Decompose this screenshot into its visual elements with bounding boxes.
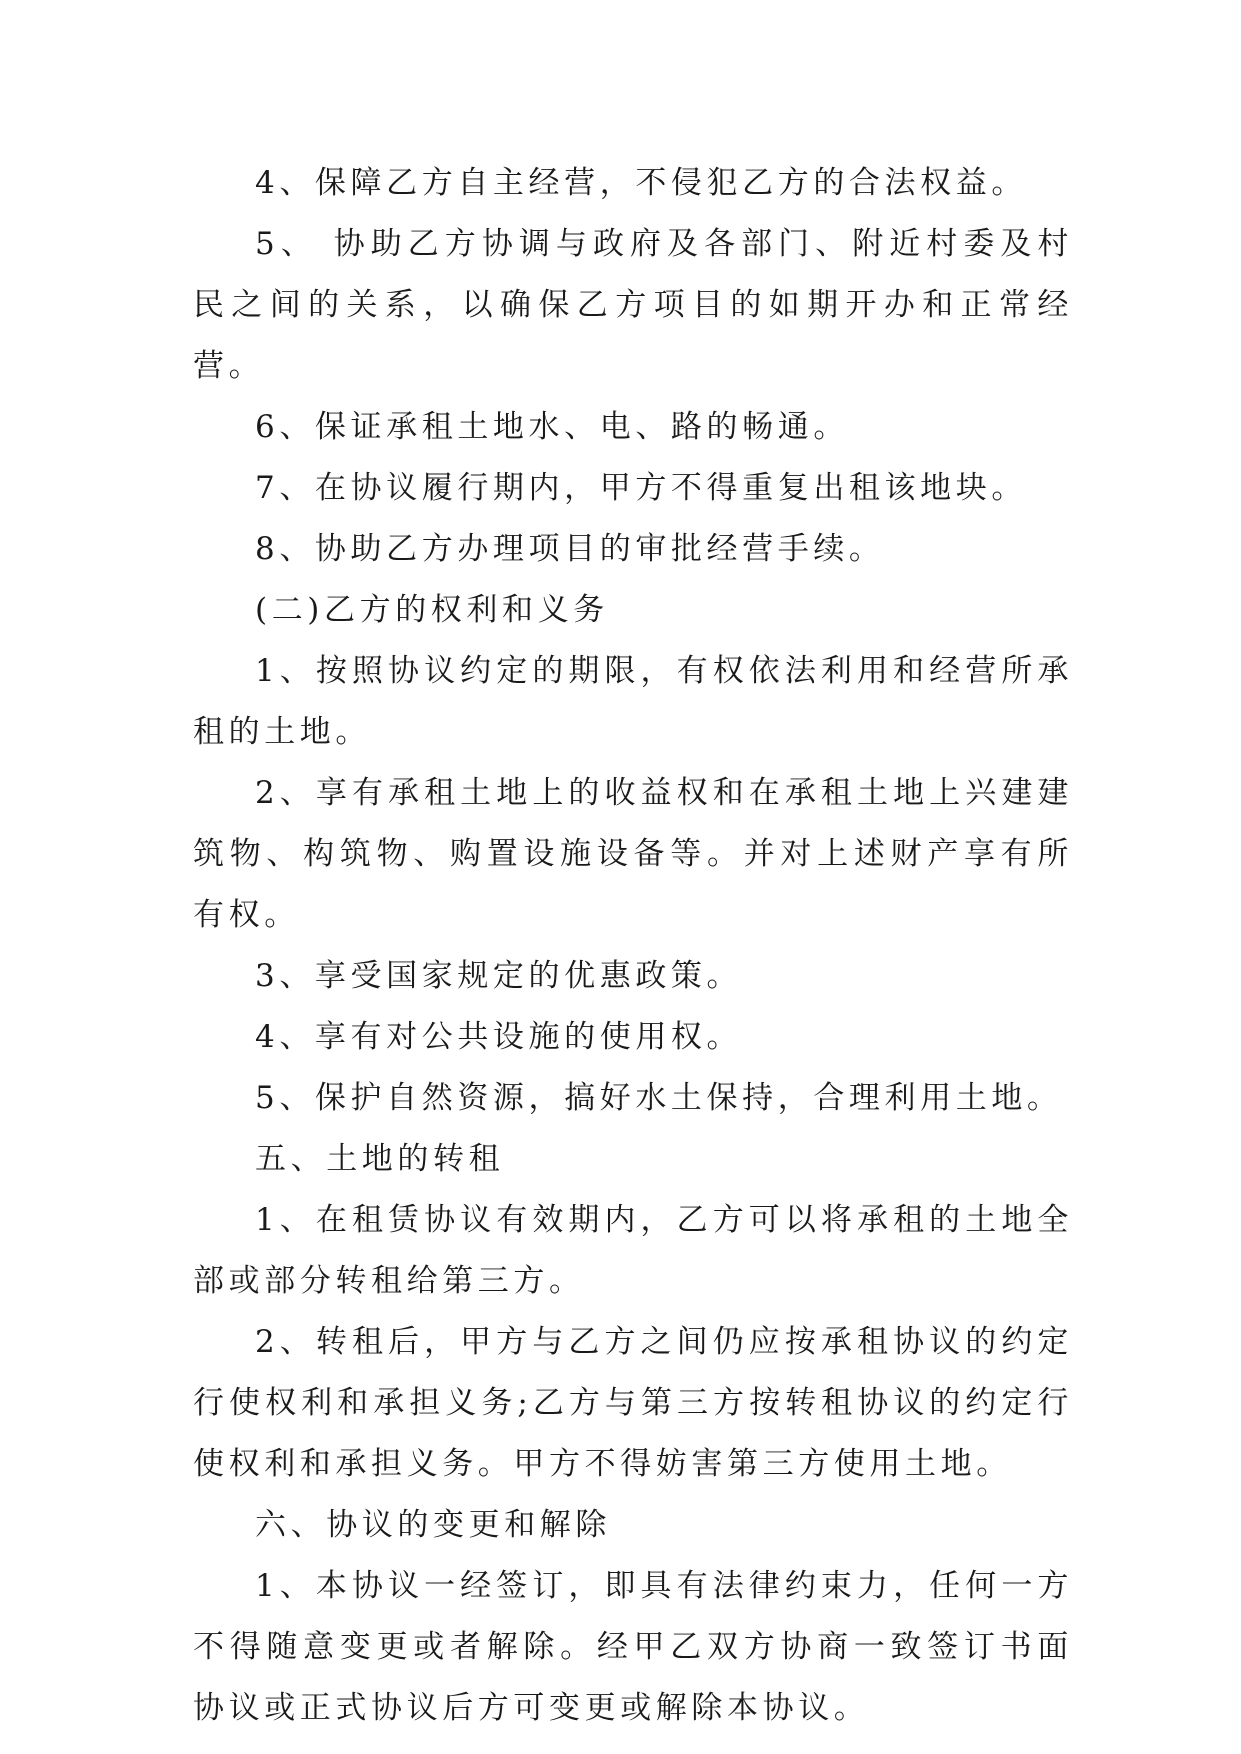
- paragraph-sublease-item-1: 1、在租赁协议有效期内，乙方可以将承租的土地全部或部分转租给第三方。: [193, 1202, 1073, 1299]
- paragraph-party-b-item-3: 3、享受国家规定的优惠政策。: [255, 958, 743, 994]
- paragraph-party-b-item-1: 1、按照协议约定的期限，有权依法利用和经营所承租的土地。: [193, 653, 1073, 750]
- paragraph-party-a-item-5: 5、 协助乙方协调与政府及各部门、附近村委及村民之间的关系，以确保乙方项目的如期开办和正常经营。: [193, 226, 1073, 384]
- section-heading-amendment: 六、协议的变更和解除: [255, 1507, 611, 1543]
- paragraph-party-b-item-5: 5、保护自然资源，搞好水土保持，合理利用土地。: [255, 1080, 1063, 1116]
- document-body: [193, 153, 1073, 1739]
- paragraph-party-a-item-8: 8、协助乙方办理项目的审批经营手续。: [255, 531, 885, 567]
- paragraph-amendment-item-1: 1、本协议一经签订，即具有法律约束力，任何一方不得随意变更或者解除。经甲乙双方协商一致签订书面协议或正式协议后方可变更或解除本协议。: [193, 1568, 1073, 1726]
- section-heading-party-b-rights: (二)乙方的权利和义务: [255, 592, 609, 628]
- section-heading-sublease: 五、土地的转租: [255, 1141, 505, 1177]
- paragraph-sublease-item-2: 2、转租后，甲方与乙方之间仍应按承租协议的约定行使权利和承担义务;乙方与第三方按转租协议的约定行使权利和承担义务。甲方不得妨害第三方使用土地。: [193, 1324, 1073, 1482]
- paragraph-party-a-item-4: 4、保障乙方自主经营，不侵犯乙方的合法权益。: [255, 165, 1027, 201]
- paragraph-party-a-item-7: 7、在协议履行期内，甲方不得重复出租该地块。: [255, 470, 1027, 506]
- paragraph-party-b-item-2: 2、享有承租土地上的收益权和在承租土地上兴建建筑物、构筑物、购置设施设备等。并对上述财产享有所有权。: [193, 775, 1073, 933]
- paragraph-party-b-item-4: 4、享有对公共设施的使用权。: [255, 1019, 743, 1055]
- paragraph-party-a-item-6: 6、保证承租土地水、电、路的畅通。: [255, 409, 849, 445]
